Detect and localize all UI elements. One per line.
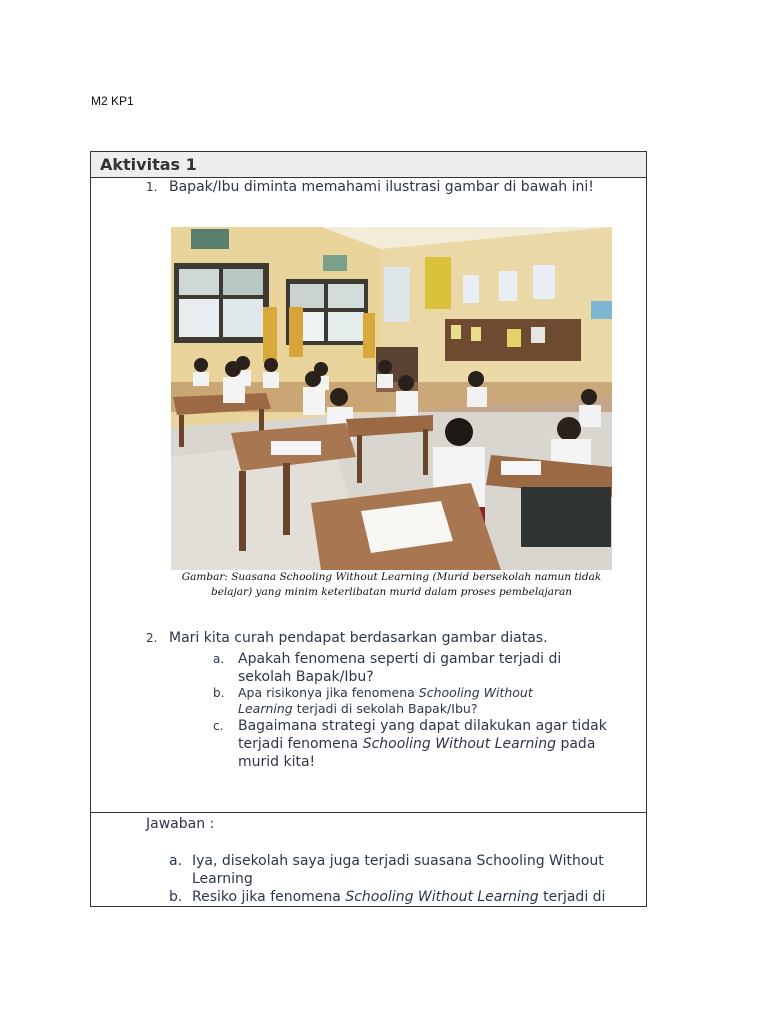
activity-title: Aktivitas 1 — [91, 152, 646, 178]
answer-label: Jawaban : — [146, 816, 215, 832]
answer-a-letter: a. — [169, 853, 183, 869]
sub-question-b-letter: b. — [213, 686, 225, 700]
classroom-illustration — [171, 227, 612, 570]
answer-a — [169, 852, 639, 888]
photo-caption: Gambar: Suasana Schooling Without Learning (Murid bersekolah namun tidak belajar) yang minim keterlibatan murid dalam proses pembelajaran — [181, 571, 602, 598]
question-2 — [146, 630, 548, 646]
sub-question-b-emphasis: Schooling Without Learning — [238, 685, 533, 716]
sub-question-a-letter: a. — [213, 652, 225, 666]
question-1-text: Bapak/Ibu diminta memahami ilustrasi gambar di bawah ini! — [169, 179, 594, 195]
sub-question-b-post: terjadi di sekolah Bapak/Ibu? — [292, 701, 478, 716]
sub-question-b-pre: Apa risikonya jika fenomena — [238, 685, 419, 700]
answer-b-letter: b. — [169, 889, 183, 905]
sub-question-a — [213, 650, 633, 686]
classroom-photo — [171, 227, 612, 570]
question-2-text: Mari kita curah pendapat berdasarkan gambar diatas. — [169, 630, 548, 646]
answer-divider — [91, 812, 646, 813]
answer-b-post: terjadi di — [538, 889, 606, 905]
activity-box — [90, 151, 647, 907]
question-1 — [146, 179, 594, 195]
sub-question-c-letter: c. — [213, 719, 224, 733]
answer-b — [169, 888, 639, 906]
sub-question-a-text: Apakah fenomena seperti di gambar terjadi di sekolah Bapak/Ibu? — [238, 651, 562, 685]
sub-question-c-text — [238, 717, 638, 771]
sub-question-b — [213, 685, 633, 717]
sub-question-b-text — [238, 685, 558, 717]
answer-b-text — [192, 888, 647, 906]
question-1-number: 1. — [146, 180, 158, 194]
document-code: M2 KP1 — [91, 94, 134, 108]
question-2-number: 2. — [146, 631, 158, 645]
answer-b-pre: Resiko jika fenomena — [192, 889, 346, 905]
answer-a-text: Iya, disekolah saya juga terjadi suasana Schooling Without Learning — [192, 853, 604, 887]
sub-question-c-emphasis: Schooling Without Learning — [362, 736, 557, 752]
sub-question-c — [213, 717, 633, 771]
sub-question-c-post: pada murid kita! — [238, 736, 596, 770]
sub-question-c-pre: Bagaimana strategi yang dapat dilakukan agar tidak terjadi fenomena — [238, 718, 607, 752]
answer-b-emphasis: Schooling Without Learning — [345, 889, 539, 905]
